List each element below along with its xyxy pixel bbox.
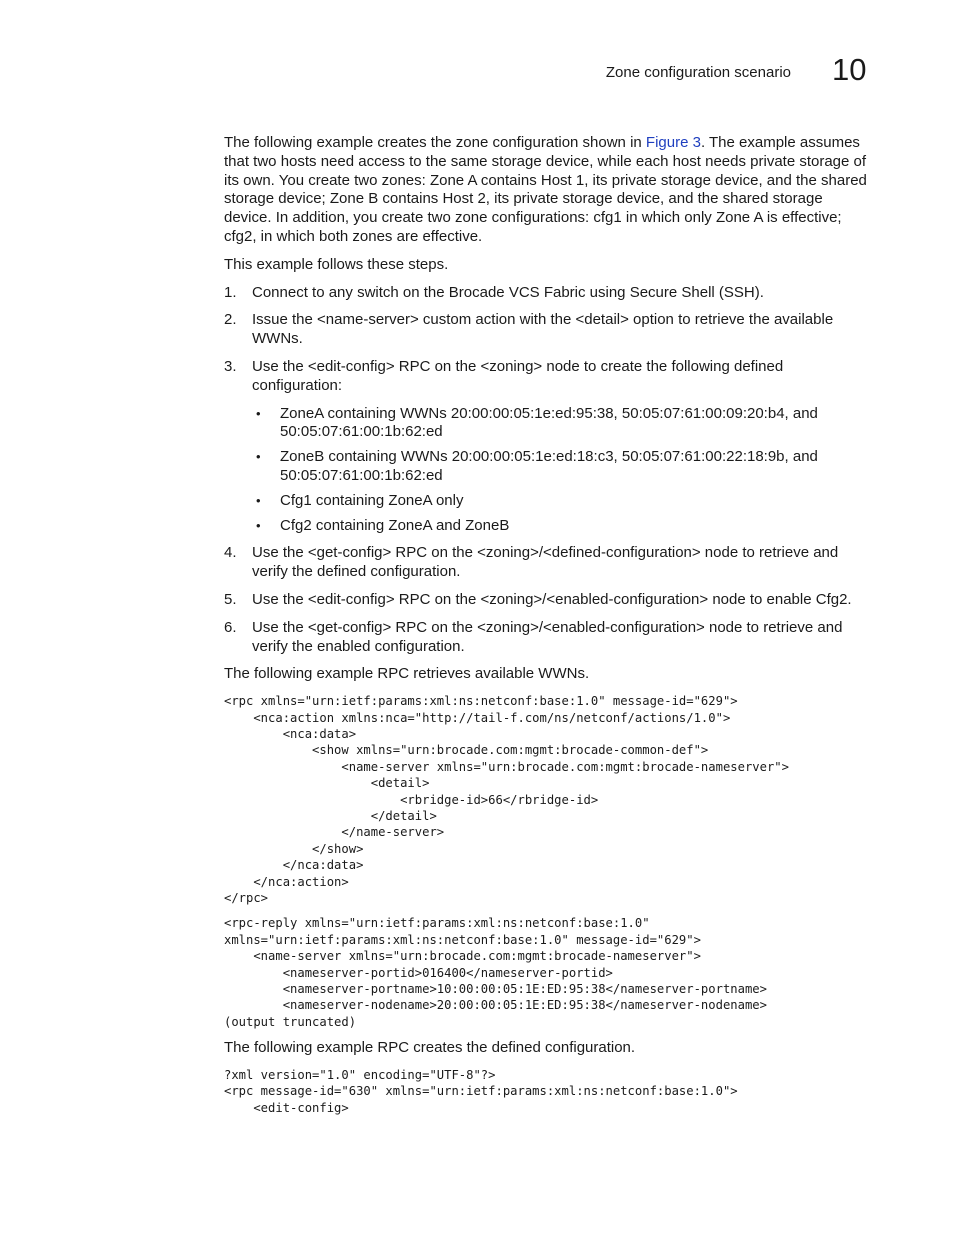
bullet-icon: • <box>256 405 261 421</box>
step-number: 1. <box>224 283 237 301</box>
step-text: Use the <edit-config> RPC on the <zoning>/<enabled-configuration> node to enable Cfg2. <box>252 590 852 608</box>
intro-text-before-link: The following example creates the zone configuration shown in <box>224 134 646 151</box>
chapter-number: 10 <box>832 52 867 87</box>
step-text: Use the <get-config> RPC on the <zoning>/<enabled-configuration> node to retrieve and verify the enabled configuration. <box>252 618 843 655</box>
step-number: 2. <box>224 311 237 329</box>
intro-paragraph <box>224 134 869 247</box>
page-body <box>224 134 874 1125</box>
steps-intro: This example follows these steps. <box>224 255 449 273</box>
bullet-icon: • <box>256 492 261 508</box>
intro-text-after-link: . The example assumes that two hosts need access to the same storage device, while each host needs private storage of its own. You create two zones: Zone A contains Host 1, its private storage device, and the shared storage device; Zone B contains Host 2, its private storage device, and the shared storage device. In addition, you create two zone configurations: cfg1 in which only Zone A is effective; cfg2, in which both zones are effective. <box>224 134 867 245</box>
bullet-text: ZoneA containing WWNs 20:00:00:05:1e:ed:95:38, 50:05:07:61:00:09:20:b4, and 50:05:07:61:00:1b:62:ed <box>280 404 818 441</box>
step-text: Use the <get-config> RPC on the <zoning>/<defined-configuration> node to retrieve and verify the defined configuration. <box>252 544 839 581</box>
code-block-edit-config: ?xml version="1.0" encoding="UTF-8"?> <rpc message-id="630" xmlns="urn:ietf:params:xml:ns:netconf:base:1.0"> <edit-config> <box>224 1068 738 1115</box>
bullet-text: Cfg1 containing ZoneA only <box>280 491 464 509</box>
bullet-item <box>252 492 874 511</box>
step-text: Issue the <name-server> custom action with the <detail> option to retrieve the available WWNs. <box>252 311 834 348</box>
step-item <box>224 358 874 535</box>
bullet-icon: • <box>256 449 261 465</box>
steps-list <box>224 284 874 657</box>
example2-caption: The following example RPC creates the defined configuration. <box>224 1039 636 1057</box>
step3-bullet-list <box>252 405 874 536</box>
example1-caption: The following example RPC retrieves available WWNs. <box>224 665 590 683</box>
step-item <box>224 619 874 657</box>
running-header-title: Zone configuration scenario <box>605 64 791 81</box>
bullet-item <box>252 405 874 443</box>
bullet-item <box>252 517 874 536</box>
step-number: 5. <box>224 590 237 608</box>
code-block-rpc-request: <rpc xmlns="urn:ietf:params:xml:ns:netconf:base:1.0" message-id="629"> <nca:action xmlns:nca="http://tail-f.com/ns/netconf/actions/1.0"> <nca:data> <show xmlns="urn:brocade.com:mgmt:brocade-common-def"> <name-server xmlns="urn:brocade.com:mgmt:brocade-nameserver"> <detail> <rbridge-id>66</rbridge-id> </detail> </name-server> </show> </nca:data> </nca:action> </rpc> <box>224 694 789 905</box>
bullet-text: ZoneB containing WWNs 20:00:00:05:1e:ed:18:c3, 50:05:07:61:00:22:18:9b, and 50:05:07:61:00:1b:62:ed <box>280 448 818 484</box>
step-number: 6. <box>224 618 237 636</box>
step-number: 3. <box>224 357 237 375</box>
bullet-text: Cfg2 containing ZoneA and ZoneB <box>280 516 510 534</box>
step-item <box>224 544 874 582</box>
bullet-icon: • <box>256 517 261 533</box>
step-item <box>224 311 874 349</box>
bullet-item <box>252 448 874 486</box>
step-item <box>224 591 874 610</box>
code-block-rpc-reply: <rpc-reply xmlns="urn:ietf:params:xml:ns:netconf:base:1.0" xmlns="urn:ietf:params:xml:ns:netconf:base:1.0" message-id="629"> <name-server xmlns="urn:brocade.com:mgmt:brocade-nameserver"> <nameserver-portid>016400</nameserver-portid> <nameserver-portname>10:00:00:05:1E:ED:95:38</nameserver-portname> <nameserver-nodename>20:00:00:05:1E:ED:95:38</nameserver-nodename> (output truncated) <box>224 916 767 1029</box>
step-item <box>224 284 874 303</box>
step-text: Connect to any switch on the Brocade VCS Fabric using Secure Shell (SSH). <box>252 283 764 301</box>
figure-3-link[interactable]: Figure 3 <box>645 134 701 151</box>
step-number: 4. <box>224 544 237 562</box>
step-text: Use the <edit-config> RPC on the <zoning> node to create the following defined configuration: <box>252 357 784 394</box>
